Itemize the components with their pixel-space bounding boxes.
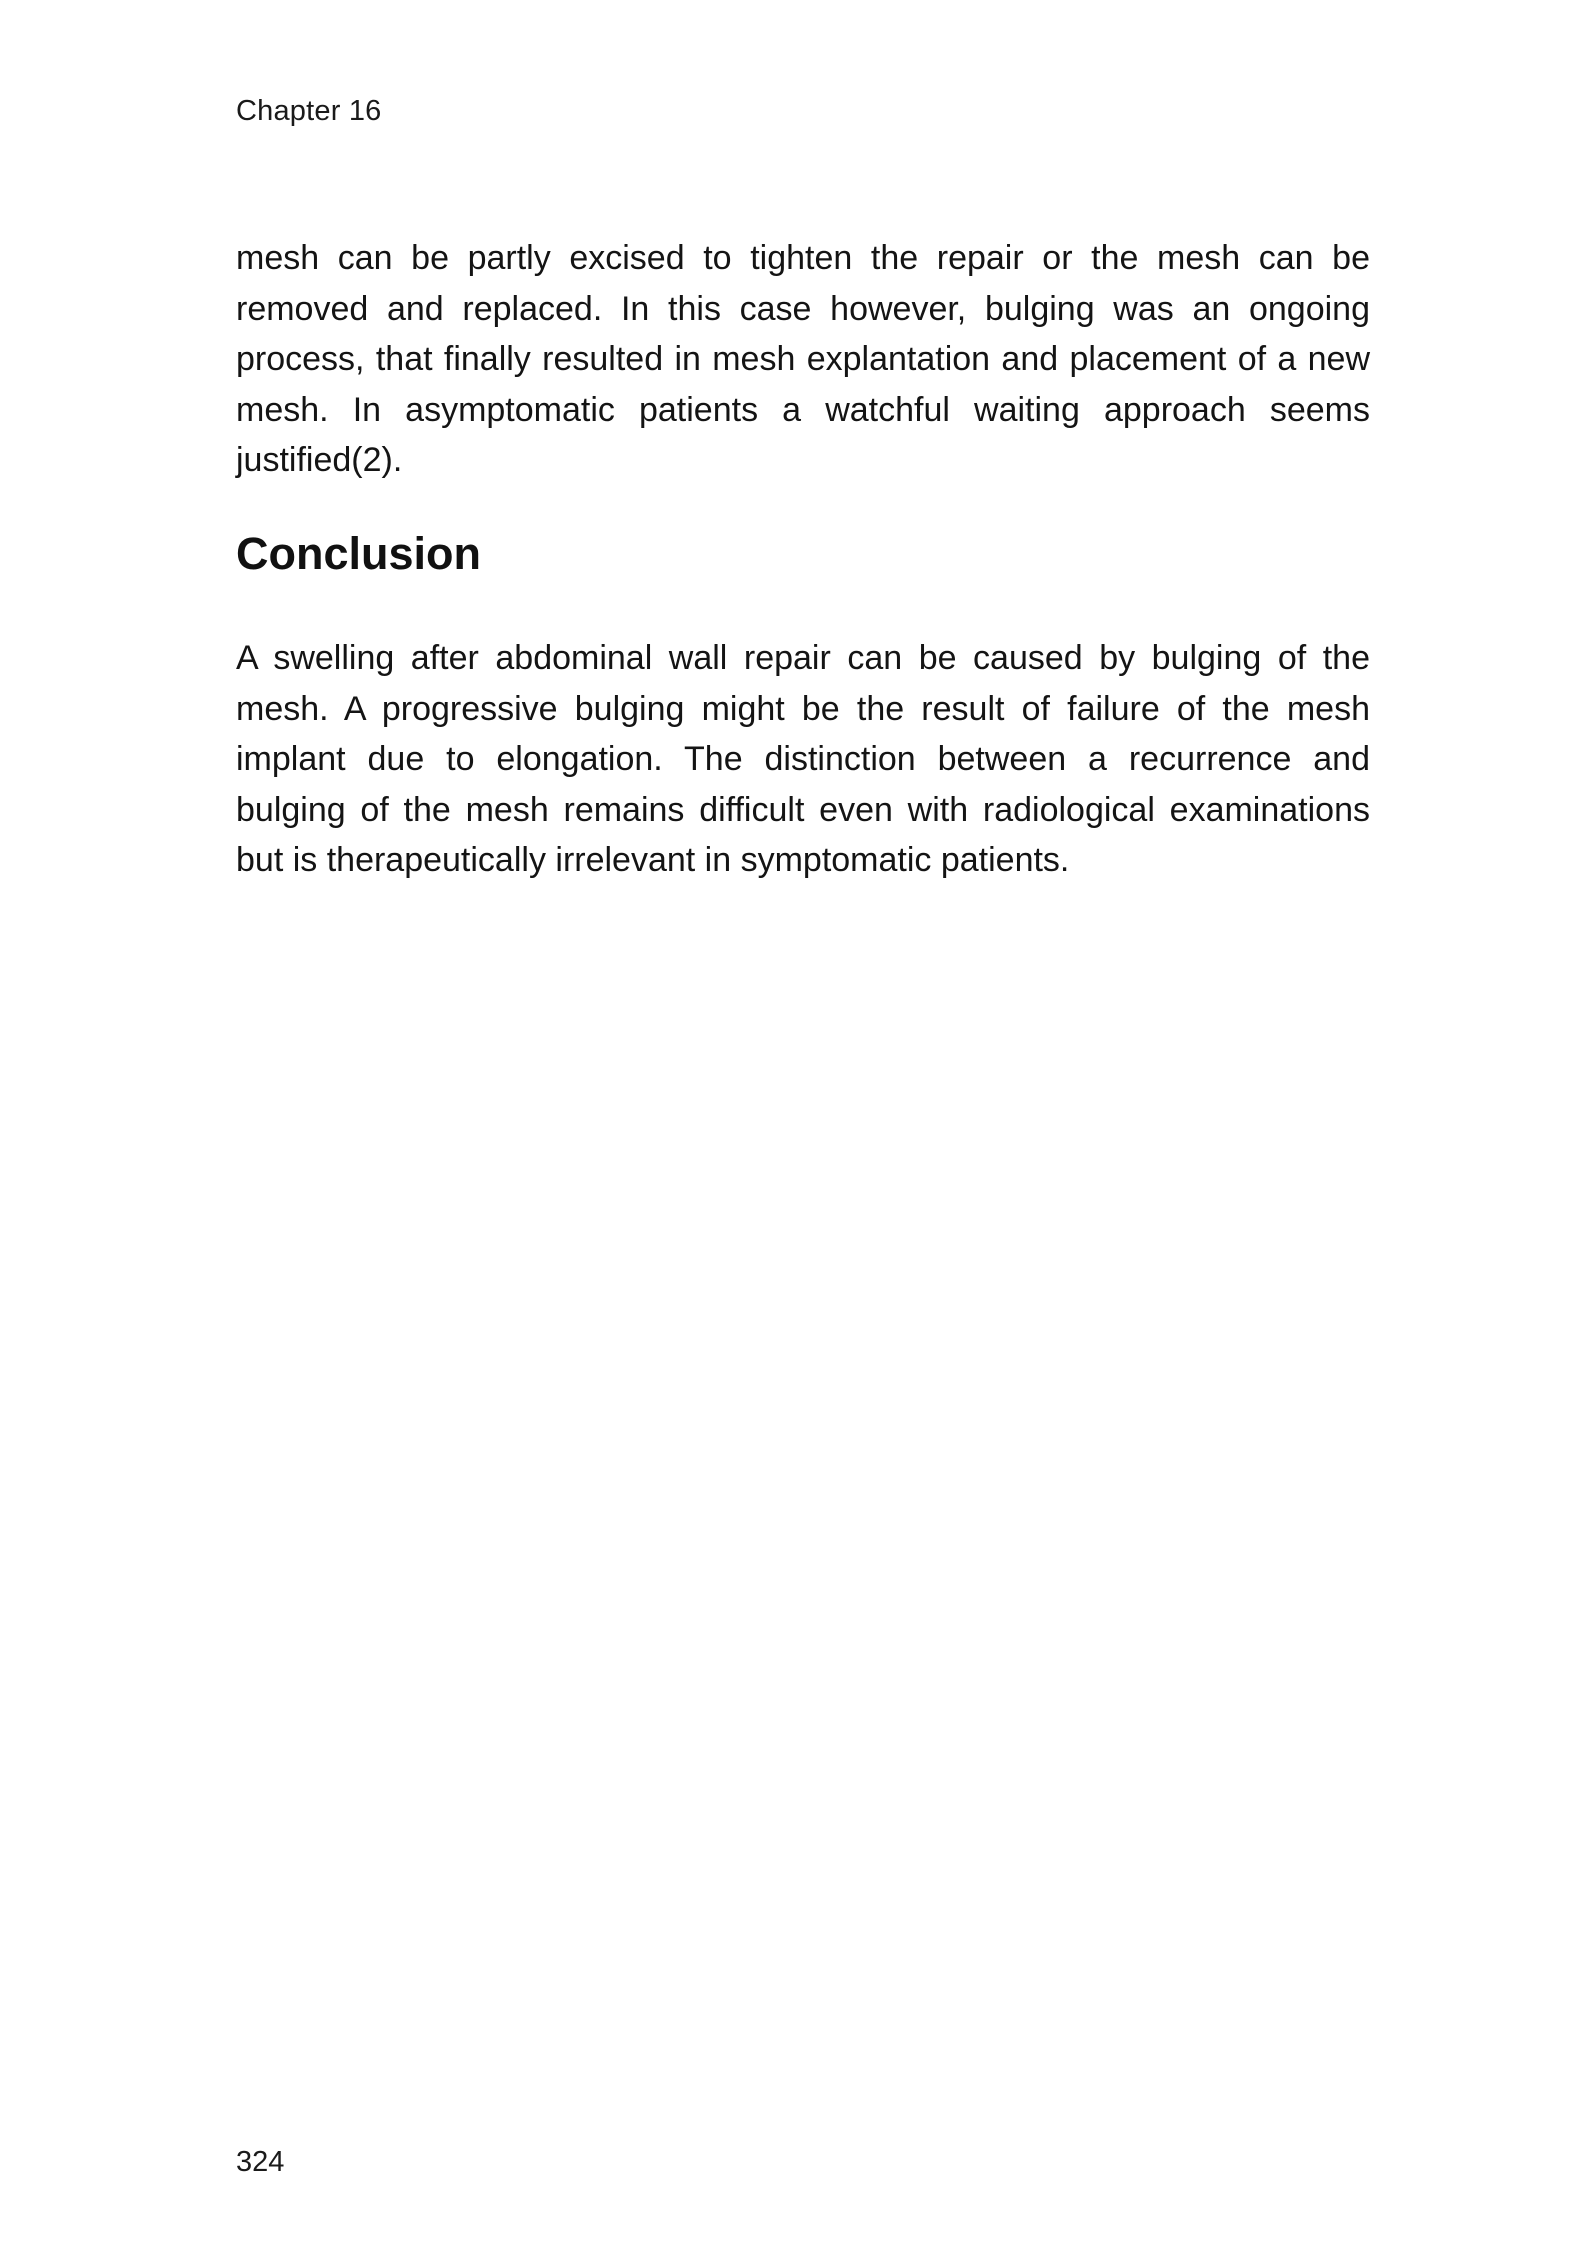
conclusion-paragraph: A swelling after abdominal wall repair can be caused by bulging of the mesh. A progressive bulging might be the result of failure of the mesh implant due to elongation. The distinction between a recurrence and bulging of the mesh remains difficult even with radiological examinations but is therapeutically irrelevant in symptomatic patients. (236, 639, 1370, 879)
body-paragraph-continued: mesh can be partly excised to tighten the repair or the mesh can be removed and replaced. In this case however, bulging was an ongoing process, that finally resulted in mesh explantation and placement of a new mesh. In asymptomatic patients a watchful waiting approach seems justified(2). (236, 239, 1370, 479)
section-heading-conclusion: Conclusion (236, 528, 481, 579)
page-number: 324 (236, 2146, 285, 2178)
running-header: Chapter 16 (236, 95, 382, 127)
